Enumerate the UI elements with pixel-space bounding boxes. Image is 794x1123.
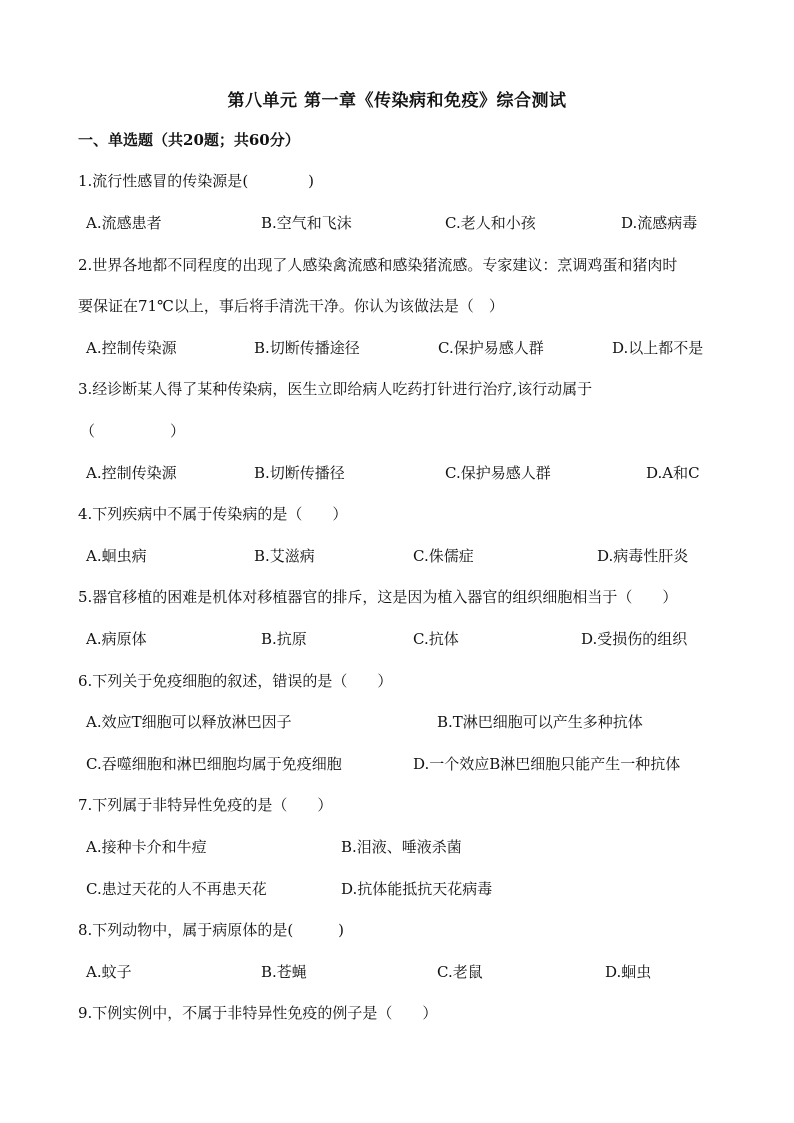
question-9-stem: 9.下例实例中，不属于非特异性免疫的例子是（ ）	[78, 1004, 438, 1022]
question-4-option-a: A.蛔虫病	[86, 547, 147, 565]
question-7-option-d: D.抗体能抵抗天花病毒	[341, 880, 493, 898]
question-4-option-c: C.侏儒症	[413, 547, 474, 565]
question-4-option-d: D.病毒性肝炎	[597, 547, 689, 565]
question-5-stem: 5.器官移植的困难是机体对移植器官的排斥，这是因为植入器官的组织细胞相当于（ ）	[78, 588, 678, 606]
question-7-option-c: C.患过天花的人不再患天花	[86, 880, 267, 898]
question-1-option-d: D.流感病毒	[621, 214, 698, 232]
question-8-option-a: A.蚊子	[86, 963, 132, 981]
question-5-option-d: D.受损伤的组织	[581, 630, 688, 648]
question-7-option-a: A.接种卡介和牛痘	[86, 838, 207, 856]
question-5-option-b: B.抗原	[261, 630, 307, 648]
question-3-answer-blank: （ ）	[80, 422, 186, 440]
question-5-option-a: A.病原体	[86, 630, 147, 648]
question-6-option-d: D.一个效应B淋巴细胞只能产生一种抗体	[413, 755, 681, 773]
question-1-option-c: C.老人和小孩	[445, 214, 536, 232]
question-2-stem-line-2: 要保证在71℃以上，事后将手清洗干净。你认为该做法是（ ）	[78, 297, 504, 315]
question-8-option-c: C.老鼠	[437, 963, 483, 981]
question-4-option-b: B.艾滋病	[254, 547, 315, 565]
page-title: 第八单元 第一章《传染病和免疫》综合测试	[227, 91, 567, 111]
question-5-option-c: C.抗体	[413, 630, 459, 648]
question-8-option-b: B.苍蝇	[261, 963, 307, 981]
question-6-option-b: B.T淋巴细胞可以产生多种抗体	[437, 713, 643, 731]
question-3-option-c: C.保护易感人群	[445, 464, 551, 482]
question-1-option-a: A.流感患者	[86, 214, 162, 232]
question-6-option-a: A.效应T细胞可以释放淋巴因子	[86, 713, 292, 731]
question-2-option-b: B.切断传播途径	[254, 339, 360, 357]
question-3-option-a: A.控制传染源	[86, 464, 177, 482]
section-heading: 一、单选题（共20题；共60分）	[78, 131, 300, 149]
question-8-option-d: D.蛔虫	[605, 963, 652, 981]
question-7-option-b: B.泪液、唾液杀菌	[341, 838, 462, 856]
question-2-option-a: A.控制传染源	[86, 339, 177, 357]
question-8-stem: 8.下列动物中，属于病原体的是( )	[78, 921, 345, 939]
question-2-option-d: D.以上都不是	[612, 339, 704, 357]
question-4-stem: 4.下列疾病中不属于传染病的是（ ）	[78, 505, 348, 523]
question-1-stem: 1.流行性感冒的传染源是( )	[78, 172, 315, 190]
question-6-option-c: C.吞噬细胞和淋巴细胞均属于免疫细胞	[86, 755, 342, 773]
question-1-option-b: B.空气和飞沫	[261, 214, 352, 232]
question-3-option-b: B.切断传播径	[254, 464, 345, 482]
question-7-stem: 7.下列属于非特异性免疫的是（ ）	[78, 796, 333, 814]
question-3-stem-line-1: 3.经诊断某人得了某种传染病，医生立即给病人吃药打针进行治疗,该行动属于	[78, 380, 593, 398]
question-3-option-d: D.A和C	[646, 464, 700, 482]
question-6-stem: 6.下列关于免疫细胞的叙述，错误的是（ ）	[78, 672, 393, 690]
question-2-stem-line-1: 2.世界各地都不同程度的出现了人感染禽流感和感染猪流感。专家建议：烹调鸡蛋和猪肉时	[78, 256, 678, 274]
question-2-option-c: C.保护易感人群	[438, 339, 544, 357]
